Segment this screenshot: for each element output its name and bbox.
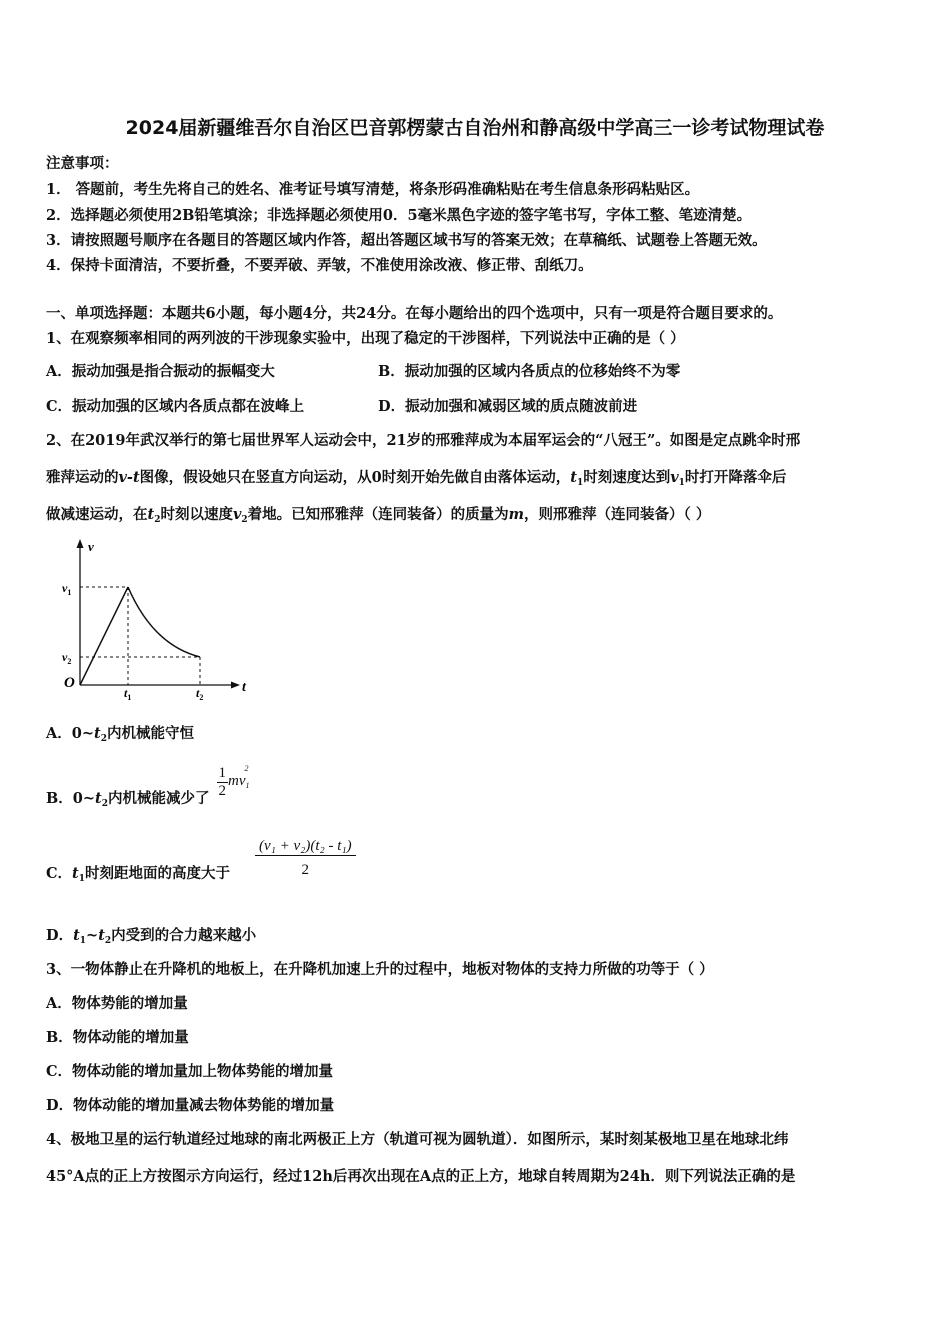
section-heading: 一、单项选择题：本题共6小题，每小题4分，共24分。在每小题给出的四个选项中，只有一项是符合题目要求的。: [46, 305, 783, 322]
q1-option-c: C．振动加强的区域内各质点都在波峰上: [46, 398, 305, 415]
notice-item: 1． 答题前，考生先将自己的姓名、准考证号填写清楚，将条形码准确粘贴在考生信息条形码粘贴区。: [46, 181, 700, 198]
q2-option-b: B．$0\sim t_2$内机械能减少了 $\frac{1}{2}$ $mv_1^2$: [46, 763, 250, 809]
question-1-stem: 1、在观察频率相同的两列波的干涉现象实验中，出现了稳定的干涉图样，下列说法中正确的是（ ）: [46, 330, 685, 347]
question-2-line2: 雅萍运动的v-t图像，假设她只在竖直方向运动，从0时刻开始先做自由落体运动，$t_1$时刻速度达到$v_1$时打开降落伞后: [46, 469, 787, 488]
vt-graph: [58, 535, 248, 700]
v-axis-arrow: [77, 539, 84, 548]
t-axis-arrow: [231, 682, 240, 689]
height-fraction: $\frac{\text{(v₁ + v₂)(t₂ - t₁)}}{2}$: [255, 838, 356, 879]
q3-option-a: A．物体势能的增加量: [46, 995, 188, 1012]
q2-option-c: C．$t_1$时刻距地面的高度大于: [46, 865, 231, 884]
free-fall-segment: [80, 587, 128, 685]
v-axis-label: v: [88, 539, 94, 554]
page-title: 2024届新疆维吾尔自治区巴音郭楞蒙古自治州和静高级中学高三一诊考试物理试卷: [125, 117, 825, 139]
question-4-line2: 45°A点的正上方按图示方向运行，经过12h后再次出现在A点的正上方，地球自转周期为24h．则下列说法正确的是: [46, 1168, 796, 1185]
t1-label: $t_1$: [124, 686, 132, 700]
question-2-line1: 2、在2019年武汉举行的第七届世界军人运动会中，21岁的邢雅萍成为本届军运会的“八冠王”。如图是定点跳伞时邢: [46, 432, 801, 449]
origin-label: O: [64, 675, 75, 691]
question-2-line3: 做减速运动，在$t_2$时刻以速度$v_2$着地。已知邢雅萍（连同装备）的质量为m，则邢雅萍（连同装备）（ ）: [46, 506, 711, 525]
notice-heading: 注意事项：: [46, 155, 119, 172]
t2-label: $t_2$: [196, 686, 204, 700]
q3-option-c: C．物体动能的增加量加上物体势能的增加量: [46, 1063, 334, 1080]
question-4-line1: 4、极地卫星的运行轨道经过地球的南北两极正上方（轨道可视为圆轨道）．如图所示，某时刻某极地卫星在地球北纬: [46, 1131, 789, 1148]
deceleration-curve: [128, 587, 200, 657]
question-3-stem: 3、一物体静止在升降机的地板上，在升降机加速上升的过程中，地板对物体的支持力所做的功等于（ ）: [46, 961, 714, 978]
v2-label: $v_2$: [62, 650, 72, 666]
notice-item: 4．保持卡面清洁，不要折叠，不要弄破、弄皱，不准使用涂改液、修正带、刮纸刀。: [46, 257, 593, 274]
v1-label: $v_1$: [62, 581, 72, 597]
notice-item: 3．请按照题号顺序在各题目的答题区域内作答，超出答题区域书写的答案无效；在草稿纸、试题卷上答题无效。: [46, 232, 767, 249]
q1-option-b: B．振动加强的区域内各质点的位移始终不为零: [378, 363, 681, 380]
q1-option-a: A．振动加强是指合振动的振幅变大: [46, 363, 275, 380]
notice-item: 2．选择题必须使用2B铅笔填涂；非选择题必须使用0．5毫米黑色字迹的签字笔书写，字体工整、笔迹清楚。: [46, 207, 752, 224]
q2-option-d: D．$t_1\sim t_2$内受到的合力越来越小: [46, 927, 257, 946]
q2-option-a: A．$0\sim t_2$内机械能守恒: [46, 725, 194, 744]
fraction-half: $\frac{1}{2}$: [218, 765, 227, 799]
q1-option-d: D．振动加强和减弱区域的质点随波前进: [378, 398, 638, 415]
q3-option-d: D．物体动能的增加量减去物体势能的增加量: [46, 1097, 335, 1114]
q3-option-b: B．物体动能的增加量: [46, 1029, 189, 1046]
t-axis-label: t: [242, 680, 246, 695]
